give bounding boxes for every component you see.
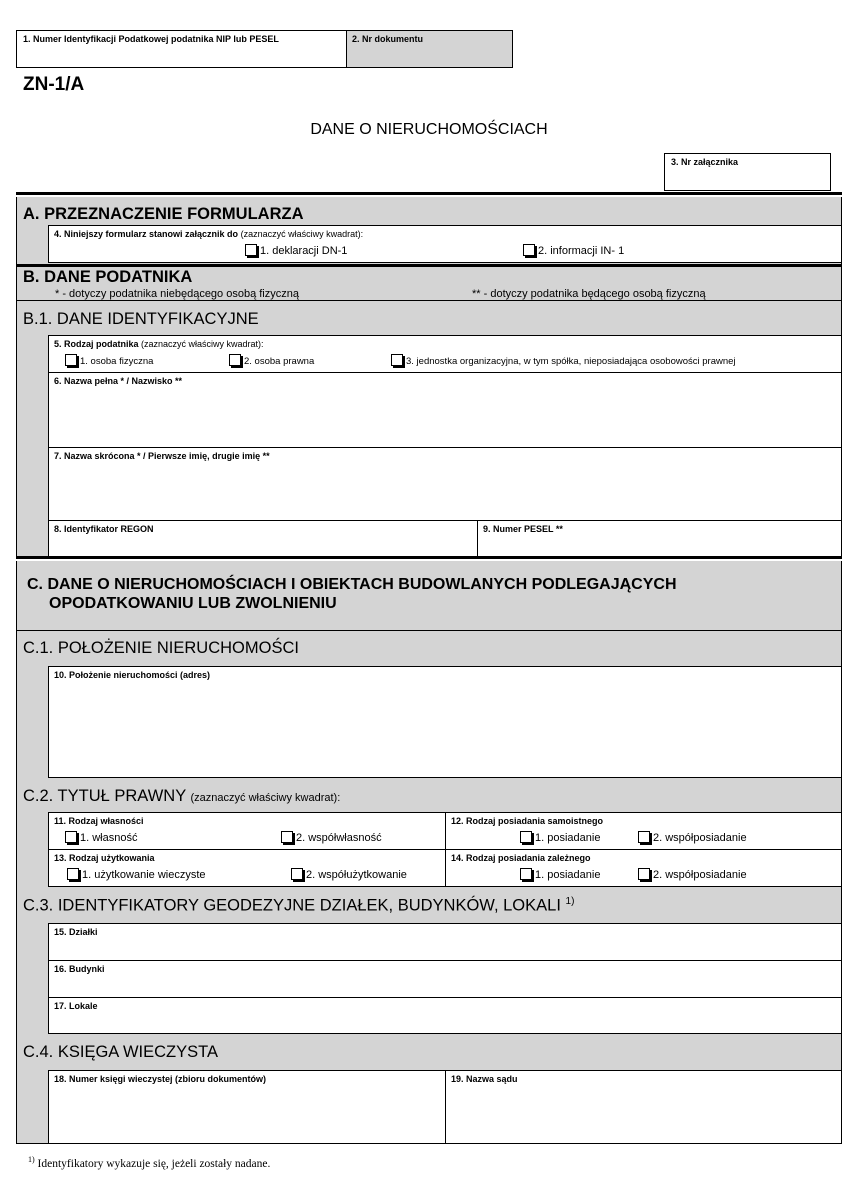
option-dependent-possession[interactable]	[520, 868, 600, 881]
attachment-number-field[interactable]	[664, 153, 831, 191]
option-co-ownership[interactable]	[281, 831, 382, 844]
checkbox-icon[interactable]	[245, 244, 257, 256]
field-9-label: 9. Numer PESEL **	[483, 524, 563, 534]
checkbox-icon[interactable]	[281, 831, 293, 843]
section-b-title: B. DANE PODATNIKA	[23, 268, 193, 286]
checkbox-icon[interactable]	[291, 868, 303, 880]
separator-line	[16, 192, 842, 195]
option-in1[interactable]	[523, 244, 624, 257]
field-11-box	[48, 812, 446, 850]
footnote-text: Identyfikatory wykazuje się, jeżeli zostały nadane.	[37, 1157, 271, 1170]
option-org-unit-label: 3. jednostka organizacyjna, w tym spółka, nieposiadająca osobowości prawnej	[406, 356, 736, 367]
option-org-unit[interactable]	[391, 354, 736, 367]
option-dependent-possession-label: 1. posiadanie	[535, 869, 601, 881]
option-perpetual-usufruct[interactable]	[67, 868, 206, 881]
field-18-label: 18. Numer księgi wieczystej (zbioru dokumentów)	[54, 1074, 267, 1084]
section-c1-title: C.1. POŁOŻENIE NIERUCHOMOŚCI	[23, 639, 299, 657]
field-11-label: 11. Rodzaj własności	[54, 816, 144, 826]
option-dn1-label: 1. deklaracji DN-1	[260, 245, 348, 257]
field-7-label: 7. Nazwa skrócona * / Pierwsze imię, drugie imię **	[54, 451, 270, 461]
field-8-box[interactable]	[48, 520, 478, 557]
section-c4-title: C.4. KSIĘGA WIECZYSTA	[23, 1043, 218, 1061]
field-9-box[interactable]	[477, 520, 842, 557]
section-b1-title: B.1. DANE IDENTYFIKACYJNE	[23, 310, 259, 328]
checkbox-icon[interactable]	[65, 354, 77, 366]
checkbox-icon[interactable]	[520, 831, 532, 843]
doc-number-field	[346, 30, 513, 68]
section-c2-title-text: C.2. TYTUŁ PRAWNY	[23, 787, 186, 805]
option-possession-label: 1. posiadanie	[535, 832, 601, 844]
attachment-number-label: 3. Nr załącznika	[671, 157, 739, 167]
doc-number-label: 2. Nr dokumentu	[352, 34, 424, 44]
option-co-possession[interactable]	[638, 831, 747, 844]
footnote-marker: 1)	[565, 896, 575, 907]
section-a-title: A. PRZEZNACZENIE FORMULARZA	[23, 205, 304, 223]
section-c2-title	[23, 787, 340, 806]
section-c3-title-text: C.3. IDENTYFIKATORY GEODEZYJNE DZIAŁEK, BUDYNKÓW, LOKALI	[23, 896, 561, 915]
checkbox-icon[interactable]	[229, 354, 241, 366]
field-15-box[interactable]	[48, 923, 842, 961]
field-4-label-text: 4. Niniejszy formularz stanowi załącznik do	[54, 229, 239, 239]
field-13-box	[48, 849, 446, 887]
field-4-label	[54, 229, 363, 239]
option-dependent-co-possession[interactable]	[638, 868, 747, 881]
option-dn1[interactable]	[245, 244, 347, 257]
footnote	[28, 1155, 270, 1170]
checkbox-icon[interactable]	[391, 354, 403, 366]
note-natural-person: ** - dotyczy podatnika będącego osobą fizyczną	[472, 288, 706, 300]
option-perpetual-usufruct-label: 1. użytkowanie wieczyste	[82, 869, 206, 881]
checkbox-icon[interactable]	[638, 868, 650, 880]
option-co-possession-label: 2. współposiadanie	[653, 832, 747, 844]
field-14-box	[445, 849, 842, 887]
field-4-box	[48, 225, 842, 263]
field-10-label: 10. Położenie nieruchomości (adres)	[54, 670, 211, 680]
divider	[16, 300, 842, 301]
option-co-usufruct-label: 2. współużytkowanie	[306, 869, 407, 881]
section-c-title-line1: C. DANE O NIERUCHOMOŚCIACH I OBIEKTACH BUDOWLANYCH PODLEGAJĄCYCH	[27, 576, 677, 593]
footnote-sup: 1)	[28, 1155, 35, 1164]
form-code: ZN-1/A	[23, 74, 85, 95]
option-possession[interactable]	[520, 831, 600, 844]
option-co-ownership-label: 2. współwłasność	[296, 832, 382, 844]
option-natural-person[interactable]	[65, 354, 153, 367]
field-6-box[interactable]	[48, 372, 842, 448]
section-c2-hint: (zaznaczyć właściwy kwadrat):	[190, 792, 341, 804]
field-16-box[interactable]	[48, 960, 842, 998]
field-15-label: 15. Działki	[54, 927, 98, 937]
field-7-box[interactable]	[48, 447, 842, 521]
option-legal-person[interactable]	[229, 354, 314, 367]
field-8-label: 8. Identyfikator REGON	[54, 524, 154, 534]
field-5-label	[54, 339, 264, 349]
checkbox-icon[interactable]	[638, 831, 650, 843]
field-19-label: 19. Nazwa sądu	[451, 1074, 518, 1084]
field-4-hint: (zaznaczyć właściwy kwadrat):	[240, 229, 364, 239]
option-ownership-label: 1. własność	[80, 832, 138, 844]
checkbox-icon[interactable]	[65, 831, 77, 843]
option-co-usufruct[interactable]	[291, 868, 407, 881]
field-18-box[interactable]	[48, 1070, 446, 1144]
nip-field[interactable]	[16, 30, 347, 68]
field-5-label-text: 5. Rodzaj podatnika	[54, 339, 139, 349]
page-title: DANE O NIERUCHOMOŚCIACH	[310, 121, 548, 138]
option-natural-person-label: 1. osoba fizyczna	[80, 356, 154, 367]
field-5-box	[48, 335, 842, 373]
field-6-label: 6. Nazwa pełna * / Nazwisko **	[54, 376, 183, 386]
note-legal-entity: * - dotyczy podatnika niebędącego osobą fizyczną	[55, 288, 299, 300]
field-17-box[interactable]	[48, 997, 842, 1034]
option-dependent-co-possession-label: 2. współposiadanie	[653, 869, 747, 881]
field-12-box	[445, 812, 842, 850]
checkbox-icon[interactable]	[523, 244, 535, 256]
option-legal-person-label: 2. osoba prawna	[244, 356, 315, 367]
field-17-label: 17. Lokale	[54, 1001, 98, 1011]
field-12-label: 12. Rodzaj posiadania samoistnego	[451, 816, 604, 826]
section-c-title-line2: OPODATKOWANIU LUB ZWOLNIENIU	[49, 595, 337, 612]
option-in1-label: 2. informacji IN- 1	[538, 245, 625, 257]
nip-label: 1. Numer Identyfikacji Podatkowej podatnika NIP lub PESEL	[23, 34, 279, 44]
field-16-label: 16. Budynki	[54, 964, 105, 974]
field-14-label: 14. Rodzaj posiadania zależnego	[451, 853, 591, 863]
field-13-label: 13. Rodzaj użytkowania	[54, 853, 155, 863]
divider	[16, 630, 842, 631]
option-ownership[interactable]	[65, 831, 137, 844]
separator-line	[16, 556, 842, 559]
field-5-hint: (zaznaczyć właściwy kwadrat):	[141, 339, 264, 349]
section-c3-title	[23, 896, 574, 916]
field-19-box[interactable]	[445, 1070, 842, 1144]
checkbox-icon[interactable]	[67, 868, 79, 880]
field-10-box[interactable]	[48, 666, 842, 778]
checkbox-icon[interactable]	[520, 868, 532, 880]
